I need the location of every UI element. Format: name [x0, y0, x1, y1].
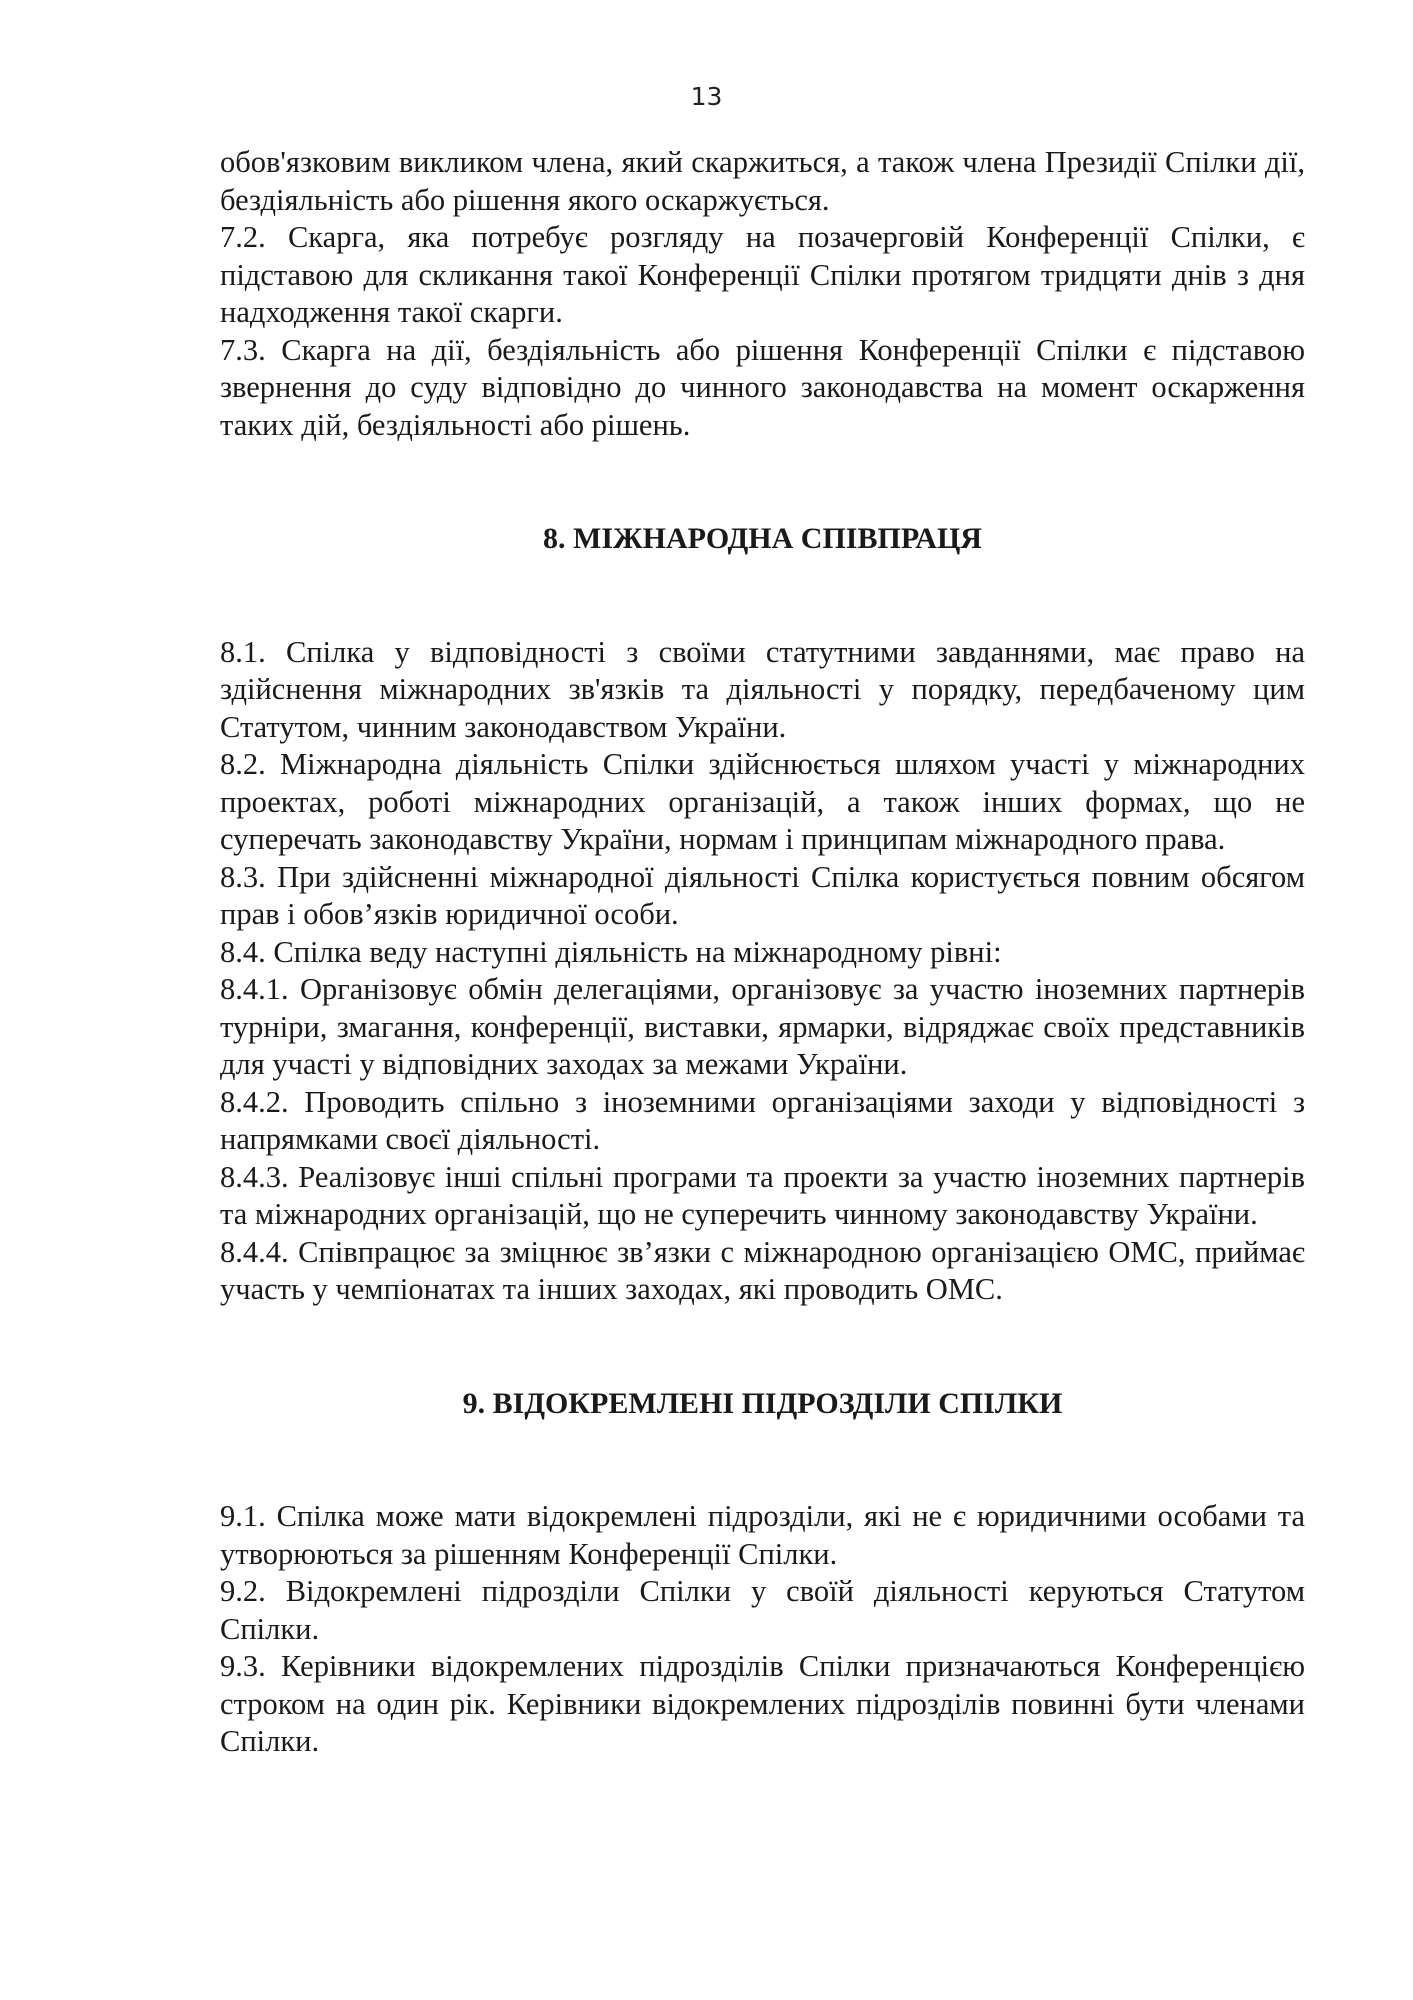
- section-9-heading: 9. ВІДОКРЕМЛЕНІ ПІДРОЗДІЛИ СПІЛКИ: [462, 1386, 1063, 1420]
- section-8-heading: 8. МІЖНАРОДНА СПІВПРАЦЯ: [543, 522, 982, 555]
- paragraph-8-2: 8.2. Міжнародна діяльність Спілки здійснюється шляхом участі у міжнародних проектах, роботі міжнародних організацій, а також інших формах, що не суперечать законодавству України, нормам і принципам міжнародного права.: [220, 747, 1305, 856]
- paragraph-8-4-2: 8.4.2. Проводить спільно з іноземними організаціями заходи у відповідності з напрямками своєї діяльності.: [220, 1084, 1305, 1156]
- paragraph-8-3: 8.3. При здійсненні міжнародної діяльності Спілка користується повним обсягом прав і обов’язків юридичної особи.: [220, 859, 1305, 931]
- paragraph-8-4: 8.4. Спілка веду наступні діяльність на міжнародному рівні:: [220, 934, 1002, 969]
- spacer: [220, 444, 1305, 520]
- paragraph-9-2: 9.2. Відокремлені підрозділи Спілки у своїй діяльності керуються Статутом Спілки.: [220, 1574, 1305, 1646]
- paragraph-7-3: 7.3. Скарга на дії, бездіяльність або рішення Конференції Спілки є підставою звернення до суду відповідно до чинного законодавства на момент оскарження таких дій, бездіяльності або рішень.: [220, 332, 1305, 442]
- paragraph-9-3: 9.3. Керівники відокремлених підрозділів Спілки призначаються Конференцією строком на один рік. Керівники відокремлених підрозділів повинні бути членами Спілки.: [220, 1649, 1305, 1758]
- paragraph-9-1: 9.1. Спілка може мати відокремлені підрозділи, які не є юридичними особами та утворюються за рішенням Конференції Спілки.: [220, 1499, 1305, 1571]
- paragraph-7-2: 7.2. Скарга, яка потребує розгляду на позачерговій Конференції Спілки, є підставою для скликання такої Конференції Спілки протягом тридцяти днів з дня надходження такої скарги.: [220, 220, 1305, 329]
- paragraph-8-4-4: 8.4.4. Співпрацює за зміцнює зв’язки с міжнародною організацією ОМС, приймає участь у чемпіонатах та інших заходах, які проводить ОМС.: [220, 1234, 1305, 1306]
- paragraph-8-4-3: 8.4.3. Реалізовує інші спільні програми та проекти за участю іноземних партнерів та міжнародних організацій, що не суперечить чинному законодавству України.: [220, 1159, 1305, 1231]
- paragraph-8-1: 8.1. Спілка у відповідності з своїми статутними завданнями, має право на здійснення міжнародних зв'язків та діяльності у порядку, передбаченому цим Статутом, чинним законодавством України.: [220, 634, 1305, 744]
- paragraph-7-continuation: обов'язковим викликом члена, який скаржиться, а також члена Президії Спілки дії, бездіяльність або рішення якого оскаржується.: [220, 145, 1305, 217]
- page-number: 13: [690, 82, 723, 111]
- paragraph-8-4-1: 8.4.1. Організовує обмін делегаціями, організовує за участю іноземних партнерів турніри, змагання, конференції, виставки, ярмарки, відряджає своїх представників для участі у відповідних заходах за межами України.: [220, 972, 1305, 1081]
- page-content: [220, 144, 1305, 1761]
- spacer: [220, 1422, 1305, 1498]
- spacer: [220, 1309, 1305, 1385]
- spacer: [220, 558, 1305, 634]
